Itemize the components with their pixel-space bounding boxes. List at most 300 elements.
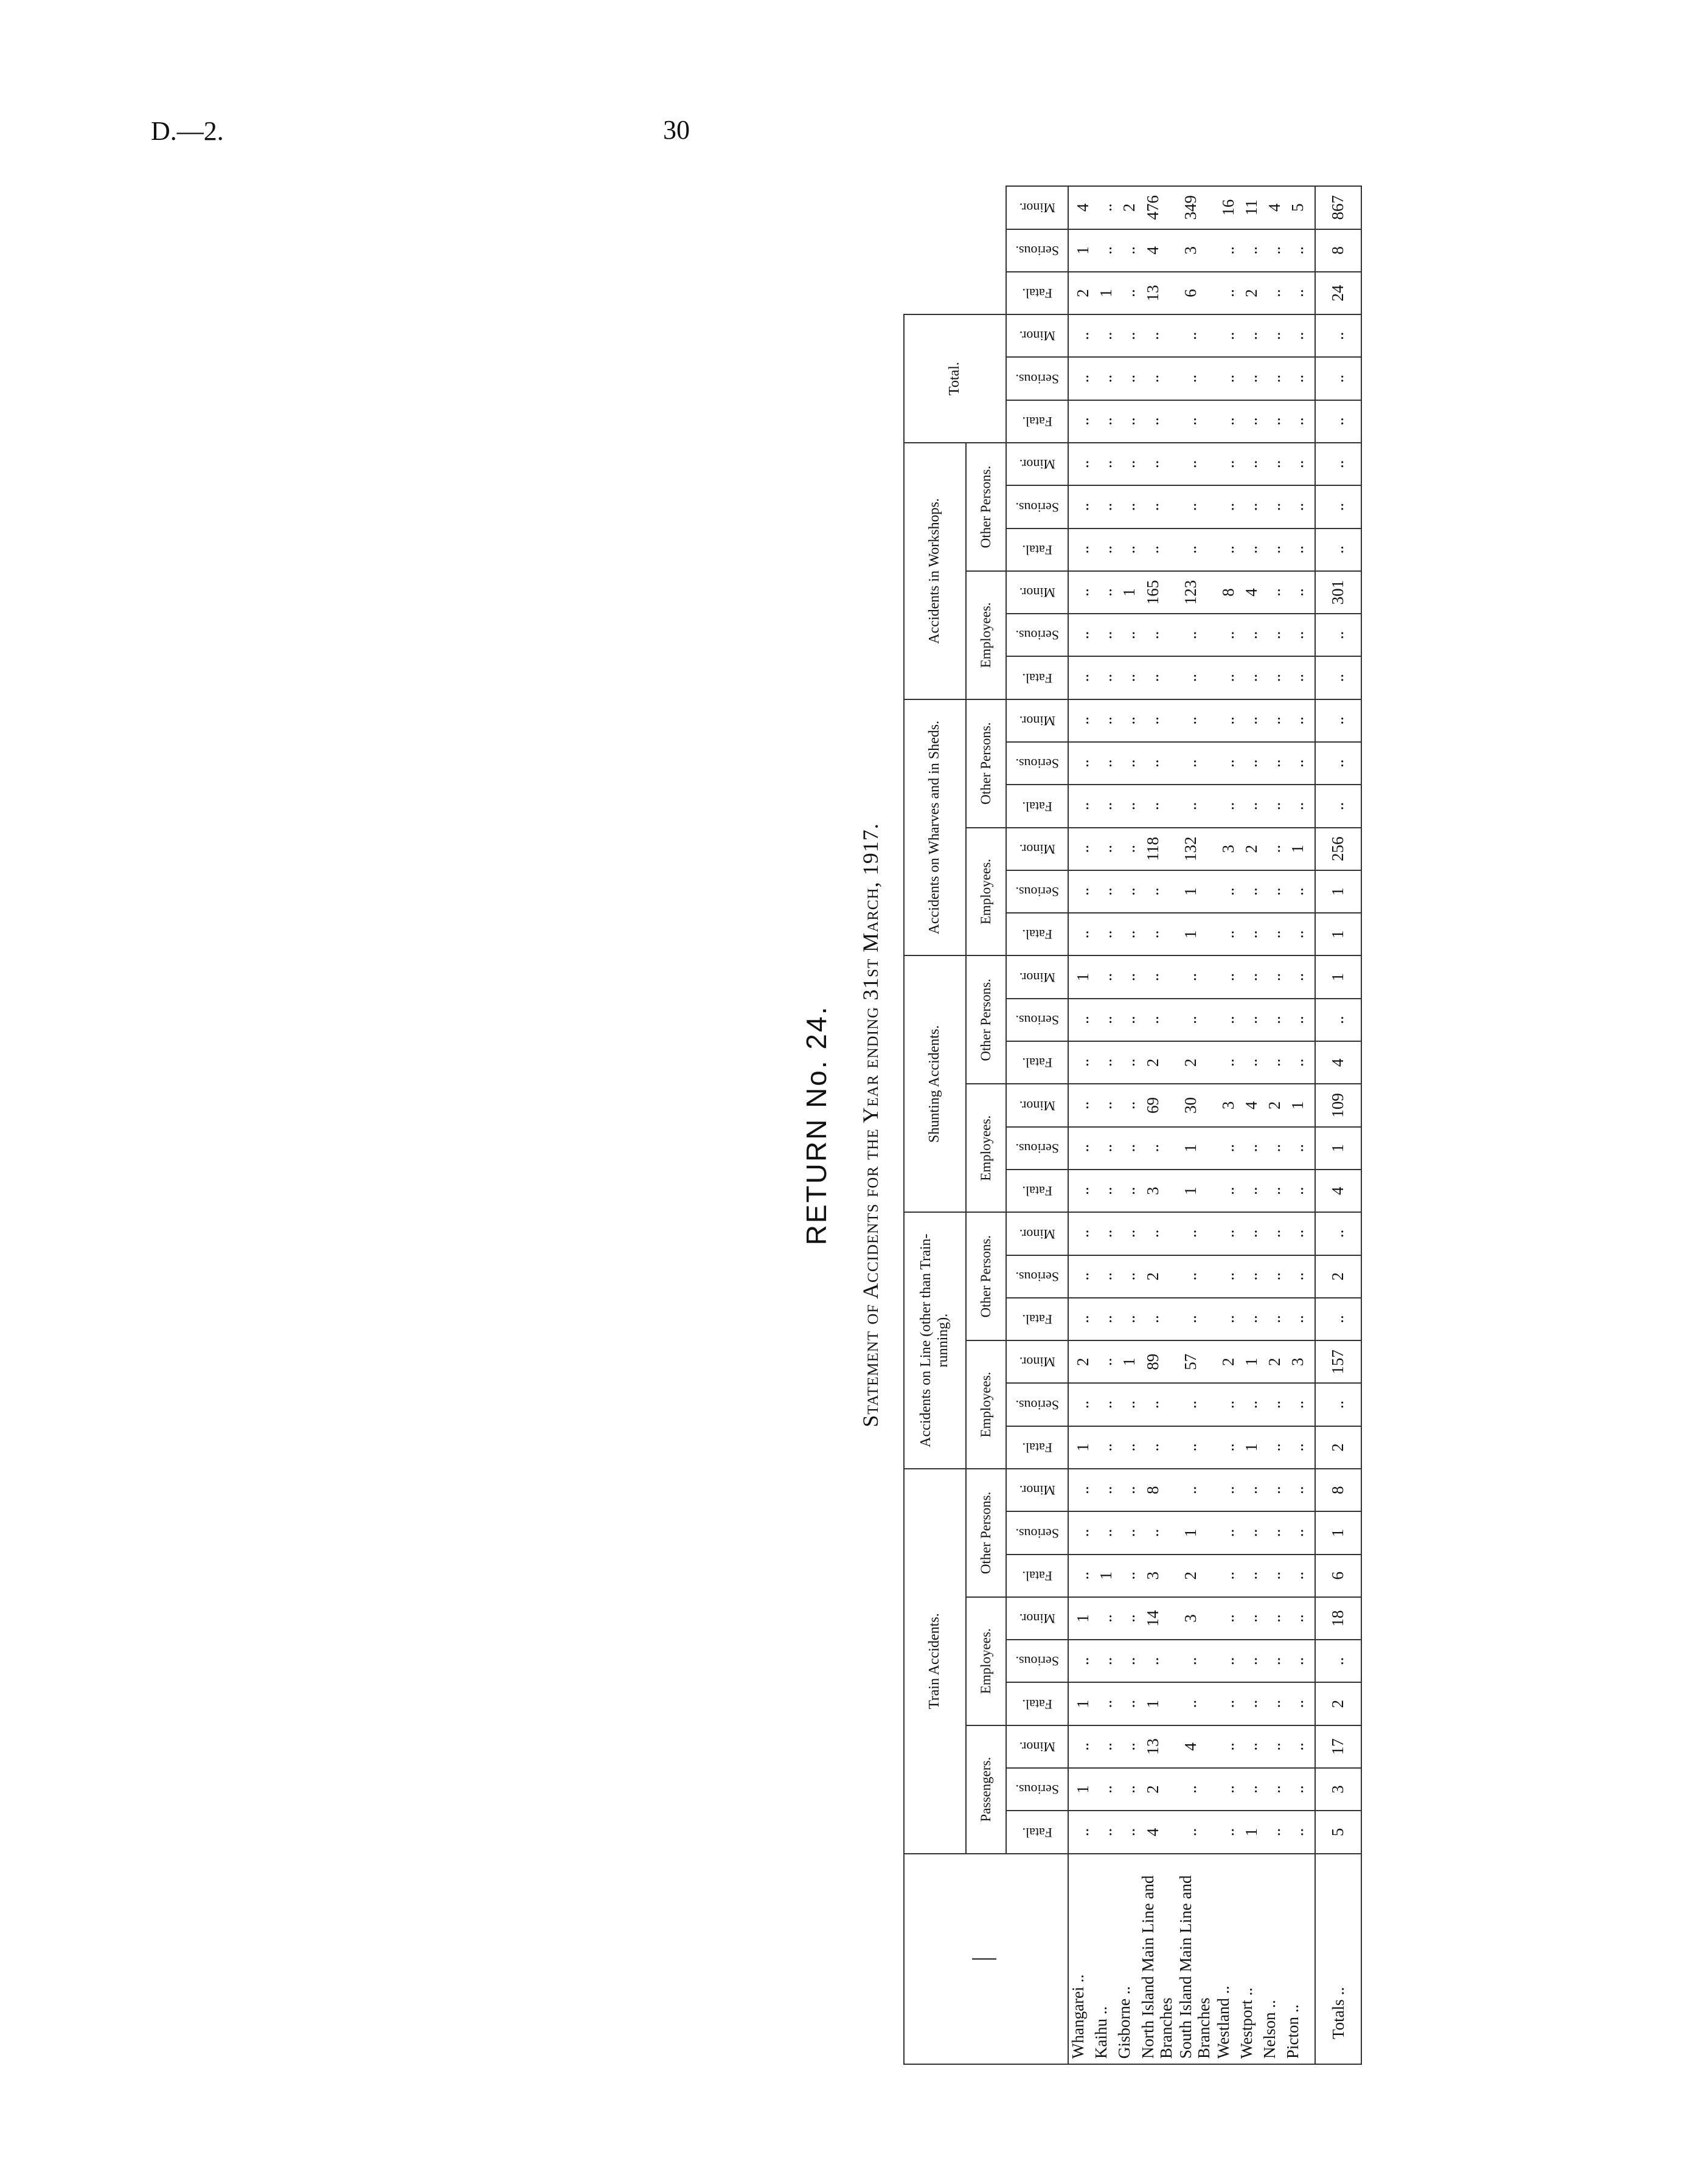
table-cell: .. [1092, 870, 1115, 913]
spacer-cell [1307, 1811, 1315, 1853]
table-cell: .. [1068, 614, 1092, 656]
column-label-minor: Minor. [1006, 1469, 1068, 1511]
spacer-cell [1307, 1127, 1315, 1170]
spacer-cell [1307, 614, 1315, 656]
table-cell: .. [1092, 1597, 1115, 1640]
subgroup-workshops-other: Other Persons. [966, 443, 1006, 571]
table-cell: 2 [1237, 828, 1260, 870]
table-cell: .. [1092, 1383, 1115, 1426]
table-cell: 4 [1260, 186, 1283, 229]
table-cell: .. [1115, 1555, 1138, 1597]
table-cell: 5 [1283, 186, 1307, 229]
table-cell: .. [1214, 742, 1237, 785]
spacer-cell [1307, 955, 1315, 998]
table-cell: .. [1237, 870, 1260, 913]
table-cell: 13 [1139, 272, 1176, 314]
table-cell: .. [1176, 999, 1214, 1041]
table-cell: .. [1068, 1212, 1092, 1255]
table-cell: 3 [1139, 1555, 1176, 1597]
table-cell: .. [1214, 1511, 1237, 1554]
spacer-cell [1307, 999, 1315, 1041]
totals-cell: .. [1315, 1212, 1361, 1255]
table-cell: .. [1214, 999, 1237, 1041]
column-label-serious: Serious. [1006, 1255, 1068, 1298]
table-cell: 1 [1092, 272, 1115, 314]
table-cell: .. [1176, 1426, 1214, 1469]
district-name: Westland .. [1214, 1854, 1237, 2064]
table-cell: .. [1092, 1340, 1115, 1383]
totals-cell: .. [1315, 1640, 1361, 1682]
table-cell: .. [1260, 1041, 1283, 1084]
table-cell: .. [1092, 955, 1115, 998]
table-cell: .. [1115, 485, 1138, 528]
totals-cell: 1 [1315, 870, 1361, 913]
dash-mark-icon [972, 1958, 996, 1960]
table-cell: .. [1260, 443, 1283, 485]
spacer-cell [1307, 1426, 1315, 1469]
table-cell: .. [1237, 1170, 1260, 1212]
table-cell: 16 [1214, 186, 1237, 229]
table-cell: .. [1283, 1682, 1307, 1725]
table-cell: 8 [1139, 1469, 1176, 1511]
table-cell: 2 [1115, 186, 1138, 229]
spacer-cell [1307, 1555, 1315, 1597]
table-cell: .. [1260, 828, 1283, 870]
table-cell: .. [1214, 699, 1237, 742]
subgroup-train-other: Other Persons. [966, 1469, 1006, 1597]
table-cell: .. [1214, 1725, 1237, 1768]
table-cell: .. [1260, 1469, 1283, 1511]
table-cell: .. [1068, 913, 1092, 955]
table-cell: .. [1176, 1212, 1214, 1255]
table-cell: .. [1214, 1212, 1237, 1255]
table-cell: .. [1092, 1255, 1115, 1298]
table-cell: .. [1237, 1768, 1260, 1811]
table-cell: 13 [1139, 1725, 1176, 1768]
table-cell: 2 [1068, 272, 1092, 314]
totals-cell: 157 [1315, 1340, 1361, 1383]
table-cell: .. [1283, 699, 1307, 742]
subgroup-line-employees: Employees. [966, 1340, 1006, 1469]
totals-cell: 867 [1315, 186, 1361, 229]
table-cell: .. [1176, 357, 1214, 400]
spacer-cell [1307, 1383, 1315, 1426]
table-cell: .. [1283, 1426, 1307, 1469]
table-cell: .. [1176, 1811, 1214, 1853]
table-cell: .. [1260, 1298, 1283, 1340]
table-cell: .. [1283, 1511, 1307, 1554]
column-label-serious: Serious. [1006, 870, 1068, 913]
table-cell: .. [1092, 1768, 1115, 1811]
table-cell: .. [1260, 357, 1283, 400]
table-cell: 11 [1237, 186, 1260, 229]
totals-cell: .. [1315, 314, 1361, 357]
table-cell: .. [1092, 1298, 1115, 1340]
table-cell: .. [1115, 1811, 1138, 1853]
table-cell: .. [1068, 870, 1092, 913]
table-cell: .. [1260, 1640, 1283, 1682]
table-cell: .. [1260, 1725, 1283, 1768]
table-cell: .. [1214, 1298, 1237, 1340]
table-cell: .. [1068, 571, 1092, 614]
table-cell: .. [1092, 1127, 1115, 1170]
table-cell: .. [1068, 1041, 1092, 1084]
table-cell: .. [1115, 1212, 1138, 1255]
table-row [1176, 186, 1214, 2064]
table-cell: 1 [1176, 913, 1214, 955]
totals-cell: .. [1315, 656, 1361, 699]
table-cell: .. [1115, 1640, 1138, 1682]
table-cell: 2 [1139, 1768, 1176, 1811]
table-cell: .. [1139, 1426, 1176, 1469]
table-cell: .. [1068, 656, 1092, 699]
table-row [1068, 186, 1092, 2064]
table-cell: 118 [1139, 828, 1176, 870]
table-cell: .. [1092, 443, 1115, 485]
district-name: Picton .. [1283, 1854, 1307, 2064]
table-cell: .. [1237, 614, 1260, 656]
subgroup-wharves-other: Other Persons. [966, 699, 1006, 828]
table-cell: .. [1214, 1041, 1237, 1084]
table-cell: .. [1139, 699, 1176, 742]
table-cell: .. [1115, 1255, 1138, 1298]
table-cell: 3 [1176, 1597, 1214, 1640]
table-cell: .. [1139, 656, 1176, 699]
table-cell: .. [1260, 229, 1283, 272]
table-cell: .. [1260, 400, 1283, 443]
table-cell: .. [1214, 357, 1237, 400]
table-cell: .. [1214, 1426, 1237, 1469]
table-cell: .. [1176, 1255, 1214, 1298]
table-cell: .. [1092, 485, 1115, 528]
table-cell: 57 [1176, 1340, 1214, 1383]
totals-cell: 256 [1315, 828, 1361, 870]
table-cell: .. [1115, 1170, 1138, 1212]
table-cell: 1 [1237, 1426, 1260, 1469]
totals-cell: 18 [1315, 1597, 1361, 1640]
table-cell: .. [1115, 656, 1138, 699]
group-header-wharves: Accidents on Wharves and in Sheds. [904, 699, 966, 956]
column-label-serious: Serious. [1006, 1127, 1068, 1170]
spacer-cell [1307, 1725, 1315, 1768]
table-cell: 2 [1176, 1555, 1214, 1597]
spacer-cell [1307, 314, 1315, 357]
district-name: Westport .. [1237, 1854, 1260, 2064]
table-cell: .. [1237, 485, 1260, 528]
table-cell: .. [1237, 1298, 1260, 1340]
table-cell: 1 [1237, 1340, 1260, 1383]
table-cell: .. [1237, 1511, 1260, 1554]
table-cell: .. [1214, 272, 1237, 314]
spacer-cell [1307, 272, 1315, 314]
table-cell: .. [1237, 999, 1260, 1041]
table-cell: .. [1260, 314, 1283, 357]
table-cell: .. [1237, 529, 1260, 571]
column-label-serious: Serious. [1006, 1640, 1068, 1682]
column-label-minor: Minor. [1006, 186, 1068, 229]
table-cell: .. [1260, 272, 1283, 314]
table-cell: .. [1283, 656, 1307, 699]
column-label-minor: Minor. [1006, 699, 1068, 742]
table-cell: 1 [1092, 1555, 1115, 1597]
table-cell: .. [1092, 1640, 1115, 1682]
table-cell: .. [1214, 1555, 1237, 1597]
table-cell: .. [1115, 357, 1138, 400]
table-cell: .. [1214, 443, 1237, 485]
table-cell: .. [1115, 1426, 1138, 1469]
table-cell: .. [1176, 614, 1214, 656]
spacer-cell [1307, 1854, 1315, 2064]
column-label-fatal: Fatal. [1006, 785, 1068, 827]
table-cell: .. [1068, 1084, 1092, 1126]
table-cell: .. [1139, 870, 1176, 913]
column-label-minor: Minor. [1006, 314, 1068, 357]
statement-title: Statement of Accidents for the Year ending 31st March, 1917. [858, 823, 883, 1427]
totals-cell: .. [1315, 400, 1361, 443]
table-cell: .. [1214, 913, 1237, 955]
table-cell: .. [1214, 229, 1237, 272]
table-cell: 1 [1068, 1426, 1092, 1469]
table-cell: .. [1283, 443, 1307, 485]
table-cell: .. [1068, 1127, 1092, 1170]
table-cell: .. [1283, 1768, 1307, 1811]
group-header-train: Train Accidents. [904, 1469, 966, 1854]
spacer-cell [1307, 656, 1315, 699]
column-label-fatal: Fatal. [1006, 656, 1068, 699]
table-cell: .. [1283, 1170, 1307, 1212]
spacer-cell [1307, 357, 1315, 400]
table-cell: 4 [1068, 186, 1092, 229]
table-cell: .. [1139, 1212, 1176, 1255]
spacer-cell [1307, 870, 1315, 913]
table-cell: .. [1139, 529, 1176, 571]
spacer-cell [1307, 1084, 1315, 1126]
table-cell: .. [1115, 1041, 1138, 1084]
table-cell: 132 [1176, 828, 1214, 870]
table-cell: .. [1237, 400, 1260, 443]
table-cell: .. [1237, 1212, 1260, 1255]
table-row [1092, 186, 1115, 2064]
table-cell: .. [1115, 1682, 1138, 1725]
table-cell: .. [1092, 229, 1115, 272]
table-cell: .. [1260, 999, 1283, 1041]
table-cell: .. [1139, 614, 1176, 656]
table-cell: 1 [1176, 1170, 1214, 1212]
table-cell: .. [1283, 999, 1307, 1041]
table-cell: 30 [1176, 1084, 1214, 1126]
table-cell: .. [1139, 1383, 1176, 1426]
spacer-cell [1307, 1170, 1315, 1212]
table-cell: .. [1092, 186, 1115, 229]
table-cell: .. [1115, 870, 1138, 913]
table-cell: .. [1068, 742, 1092, 785]
table-cell: .. [1092, 357, 1115, 400]
table-cell: .. [1068, 785, 1092, 827]
table-cell: .. [1260, 1682, 1283, 1725]
table-cell: .. [1139, 357, 1176, 400]
table-cell: .. [1283, 529, 1307, 571]
table-cell: .. [1237, 1041, 1260, 1084]
table-cell: 89 [1139, 1340, 1176, 1383]
column-label-serious: Serious. [1006, 1383, 1068, 1426]
column-label-fatal: Fatal. [1006, 1811, 1068, 1853]
table-cell: .. [1260, 955, 1283, 998]
table-cell: .. [1176, 1682, 1214, 1725]
table-cell: .. [1214, 1170, 1237, 1212]
table-cell: .. [1237, 1555, 1260, 1597]
totals-cell: 3 [1315, 1768, 1361, 1811]
table-cell: .. [1139, 1298, 1176, 1340]
table-cell: .. [1115, 1768, 1138, 1811]
table-cell: .. [1176, 656, 1214, 699]
table-cell: .. [1283, 272, 1307, 314]
group-header-line: Accidents on Line (other than Train-running). [904, 1212, 966, 1469]
totals-cell: 109 [1315, 1084, 1361, 1126]
district-name: Kaihu .. [1092, 1854, 1115, 2064]
table-cell: .. [1092, 614, 1115, 656]
table-cell: .. [1176, 1768, 1214, 1811]
table-cell: .. [1139, 1640, 1176, 1682]
table-cell: .. [1214, 870, 1237, 913]
table-cell: .. [1176, 529, 1214, 571]
table-cell: 4 [1237, 571, 1260, 614]
table-cell: .. [1260, 785, 1283, 827]
table-row [1283, 186, 1307, 2064]
table-cell: .. [1283, 1811, 1307, 1853]
totals-cell: .. [1315, 742, 1361, 785]
table-cell: .. [1092, 913, 1115, 955]
spacer-cell [1307, 828, 1315, 870]
table-cell: .. [1283, 1597, 1307, 1640]
table-cell: .. [1176, 443, 1214, 485]
table-cell: 1 [1068, 229, 1092, 272]
column-label-fatal: Fatal. [1006, 1041, 1068, 1084]
table-cell: .. [1237, 699, 1260, 742]
table-cell: .. [1214, 955, 1237, 998]
spacer-cell [1307, 1255, 1315, 1298]
spacer-cell [1307, 1340, 1315, 1383]
table-cell: .. [1115, 999, 1138, 1041]
table-cell: .. [1214, 656, 1237, 699]
table-cell: .. [1068, 1555, 1092, 1597]
totals-cell: 4 [1315, 1041, 1361, 1084]
table-cell: 2 [1068, 1340, 1092, 1383]
table-cell: 14 [1139, 1597, 1176, 1640]
table-cell: .. [1068, 1725, 1092, 1768]
table-cell: .. [1283, 955, 1307, 998]
table-cell: .. [1283, 870, 1307, 913]
table-cell: .. [1260, 485, 1283, 528]
table-cell: .. [1260, 1426, 1283, 1469]
table-cell: .. [1260, 614, 1283, 656]
table-cell: .. [1260, 1511, 1283, 1554]
table-body [1068, 186, 1361, 2064]
table-cell: .. [1260, 1597, 1283, 1640]
table-row [1139, 186, 1176, 2064]
table-cell: 1 [1068, 1597, 1092, 1640]
table-cell: .. [1176, 1298, 1214, 1340]
table-cell: .. [1214, 785, 1237, 827]
table-cell: 3 [1214, 828, 1237, 870]
spacer-cell [1307, 1041, 1315, 1084]
table-cell: .. [1092, 314, 1115, 357]
table-cell: .. [1068, 1255, 1092, 1298]
table-cell: .. [1176, 699, 1214, 742]
column-label-serious: Serious. [1006, 614, 1068, 656]
totals-cell: .. [1315, 999, 1361, 1041]
table-cell: .. [1260, 1212, 1283, 1255]
column-label-fatal: Fatal. [1006, 1426, 1068, 1469]
table-cell: .. [1068, 1170, 1092, 1212]
table-cell: 1 [1176, 870, 1214, 913]
column-label-minor: Minor. [1006, 1725, 1068, 1768]
table-cell: .. [1115, 314, 1138, 357]
table-cell: .. [1092, 529, 1115, 571]
table-cell: .. [1283, 229, 1307, 272]
totals-cell: .. [1315, 529, 1361, 571]
totals-cell: 24 [1315, 272, 1361, 314]
table-cell: .. [1176, 1383, 1214, 1426]
table-cell: .. [1260, 1811, 1283, 1853]
district-column-header [904, 1854, 1068, 2064]
spacer-cell [1307, 529, 1315, 571]
table-cell: .. [1068, 443, 1092, 485]
totals-label: Totals .. [1315, 1854, 1361, 2064]
table-cell: 4 [1139, 229, 1176, 272]
table-cell: 1 [1068, 1682, 1092, 1725]
table-cell: .. [1115, 1298, 1138, 1340]
table-cell: .. [1115, 1597, 1138, 1640]
table-cell: 8 [1214, 571, 1237, 614]
table-cell: .. [1068, 699, 1092, 742]
totals-cell: 6 [1315, 1555, 1361, 1597]
table-cell: .. [1115, 272, 1138, 314]
column-label-minor: Minor. [1006, 1340, 1068, 1383]
table-cell: .. [1214, 314, 1237, 357]
table-cell: .. [1068, 999, 1092, 1041]
table-cell: .. [1283, 913, 1307, 955]
table-cell: .. [1115, 443, 1138, 485]
table-cell: .. [1115, 1725, 1138, 1768]
table-cell: .. [1237, 1725, 1260, 1768]
table-cell: .. [1115, 913, 1138, 955]
table-cell: .. [1092, 400, 1115, 443]
table-cell: .. [1115, 955, 1138, 998]
totals-cell: 1 [1315, 1511, 1361, 1554]
table-cell: .. [1283, 1555, 1307, 1597]
totals-cell: .. [1315, 443, 1361, 485]
subgroup-train-passengers: Passengers. [966, 1725, 1006, 1854]
table-cell: 3 [1139, 1170, 1176, 1212]
table-cell: .. [1237, 1127, 1260, 1170]
totals-cell: 301 [1315, 571, 1361, 614]
table-cell: .. [1092, 742, 1115, 785]
table-cell: 1 [1283, 828, 1307, 870]
district-name: South Island Main Line and Branches [1176, 1854, 1214, 2064]
table-cell: .. [1068, 314, 1092, 357]
table-cell: .. [1214, 1469, 1237, 1511]
table-cell: .. [1139, 999, 1176, 1041]
column-label-serious: Serious. [1006, 357, 1068, 400]
group-header-workshops: Accidents in Workshops. [904, 443, 966, 699]
table-cell: .. [1214, 1682, 1237, 1725]
totals-cell: 8 [1315, 229, 1361, 272]
table-cell: .. [1139, 913, 1176, 955]
table-cell: .. [1237, 229, 1260, 272]
table-cell: 2 [1214, 1340, 1237, 1383]
return-title: RETURN No. 24. [801, 1005, 832, 1246]
totals-cell: 2 [1315, 1426, 1361, 1469]
